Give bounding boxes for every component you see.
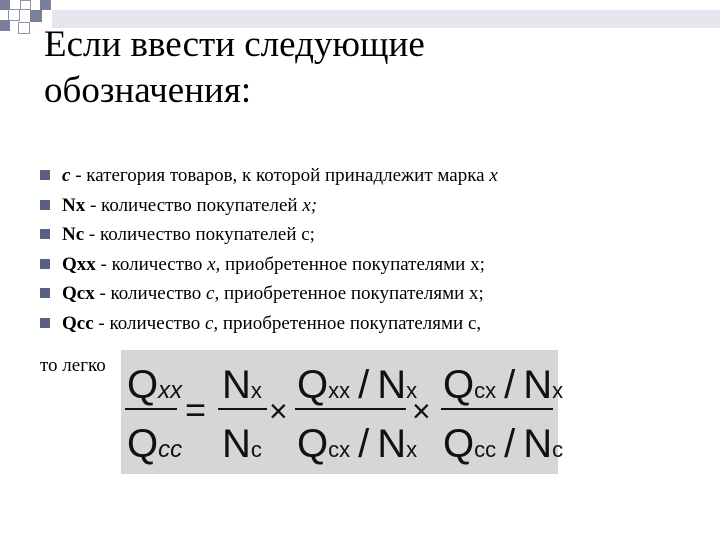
list-item: [40, 250, 700, 280]
deco-square: [18, 22, 30, 34]
square-bullet-icon: [40, 200, 50, 210]
item-var: x;: [302, 194, 318, 216]
item-after: приобретенное покупателями x;: [220, 253, 485, 275]
term: c: [62, 165, 71, 186]
square-bullet-icon: [40, 259, 50, 269]
item-var: c,: [206, 283, 220, 305]
item-var: x,: [207, 253, 221, 275]
list-item: [40, 220, 700, 250]
f3-denominator: Qcc / Nc: [443, 422, 564, 466]
term: Qcc: [62, 312, 94, 334]
square-bullet-icon: [40, 170, 50, 180]
f1-numerator: Nx: [222, 363, 262, 407]
definitions-list: [40, 161, 700, 339]
item-text: - количество: [95, 253, 208, 275]
term: Qcx: [62, 283, 95, 305]
lhs-numerator: Qxx: [127, 363, 183, 407]
lhs-denominator: Qcc: [127, 422, 183, 466]
item-var: x: [489, 165, 498, 186]
term: Qxx: [62, 253, 96, 275]
list-item: [40, 191, 700, 221]
square-bullet-icon: [40, 229, 50, 239]
list-item: [40, 161, 700, 191]
item-text: - количество покупателей с;: [84, 224, 315, 246]
list-item: [40, 279, 700, 309]
item-after: приобретенное покупателями c,: [218, 312, 482, 334]
f2-denominator: Qcx / Nx: [297, 422, 418, 466]
equals-sign: =: [185, 389, 207, 430]
deco-square: [0, 20, 10, 31]
deco-square: [20, 0, 31, 10]
item-text: - категория товаров, к которой принадлежит марка: [70, 165, 490, 186]
square-bullet-icon: [40, 288, 50, 298]
item-var: c,: [204, 312, 219, 334]
item-after: приобретенное покупателями x;: [219, 283, 484, 305]
term: Nx: [62, 194, 86, 216]
item-text: - количество: [93, 312, 205, 334]
formula-image: [121, 350, 564, 474]
times-sign: ×: [269, 393, 288, 429]
item-text: - количество: [94, 283, 207, 305]
item-text: - количество покупателей: [85, 194, 303, 216]
term: Nc: [62, 224, 85, 246]
square-bullet-icon: [40, 318, 50, 328]
f1-denominator: Nc: [222, 422, 262, 466]
deco-square: [40, 0, 51, 10]
tail-text: то легко: [40, 355, 106, 376]
f3-numerator: Qcx / Nx: [443, 363, 564, 407]
times-sign: ×: [412, 393, 431, 429]
list-item: [40, 309, 700, 339]
deco-square: [30, 10, 42, 22]
f2-numerator: Qxx / Nx: [297, 363, 418, 407]
slide-title: Если ввести следующие обозначения:: [44, 24, 425, 111]
